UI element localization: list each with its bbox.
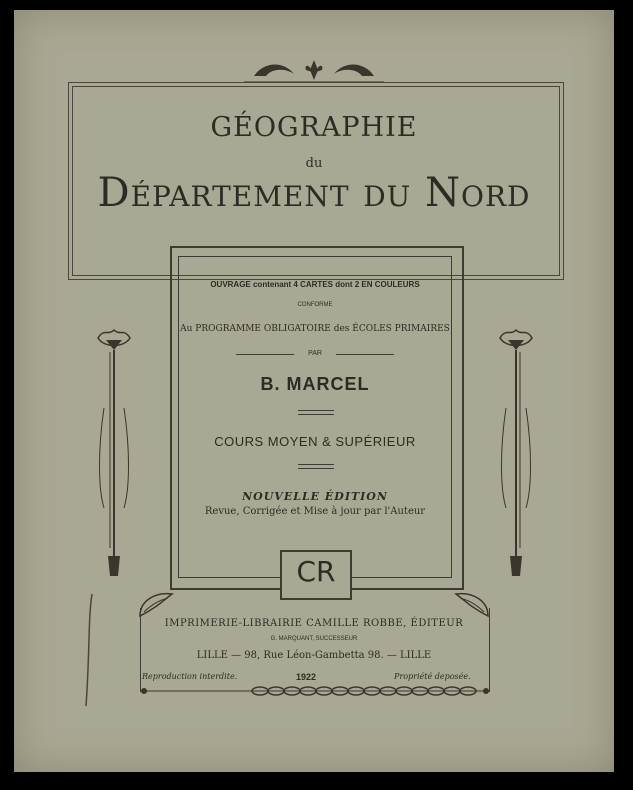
title-du: du: [305, 156, 323, 171]
lotus-ornament-right-icon: [496, 328, 536, 578]
subtitle-line-3: Au PROGRAMME OBLIGATOIRE des ÉCOLES PRIMAIRES: [180, 324, 450, 334]
revision-note: Revue, Corrigée et Mise à jour par l'Auteur: [204, 506, 426, 517]
publisher-successor: G. MARQUANT, SUCCESSEUR: [270, 636, 358, 642]
publication-year: 1922: [296, 672, 317, 682]
property-note: Propriété deposée.: [394, 672, 471, 681]
lotus-ornament-left-icon: [94, 328, 134, 578]
double-rule-top: [298, 410, 334, 411]
double-rule-2-top: [298, 464, 334, 465]
double-rule-bottom: [298, 414, 334, 415]
subtitle-line-2: CONFORME: [297, 302, 333, 308]
double-rule-2-bottom: [298, 468, 334, 469]
author-name: B. MARCEL: [260, 374, 370, 394]
book-cover: [14, 10, 614, 772]
subtitle-line-1: OUVRAGE contenant 4 CARTES dont 2 EN COULEURS: [210, 280, 420, 289]
course-level: COURS MOYEN & SUPÉRIEUR: [214, 434, 416, 449]
chain-border-ornament-icon: [140, 684, 490, 698]
publisher-logo: CR: [296, 555, 336, 588]
title-line-1: GÉOGRAPHIE: [210, 112, 418, 143]
pencil-mark-icon: [80, 590, 100, 710]
par-label: PAR: [308, 350, 322, 357]
reproduction-note: Reproduction interdite.: [142, 672, 238, 681]
edition-label: NOUVELLE ÉDITION: [242, 490, 388, 503]
publisher-name: IMPRIMERIE-LIBRAIRIE CAMILLE ROBBE, ÉDITEUR: [164, 618, 464, 629]
title-line-2: Département du Nord: [97, 170, 531, 216]
publisher-address: LILLE — 98, Rue Léon-Gambetta 98. — LILLE: [196, 650, 432, 661]
